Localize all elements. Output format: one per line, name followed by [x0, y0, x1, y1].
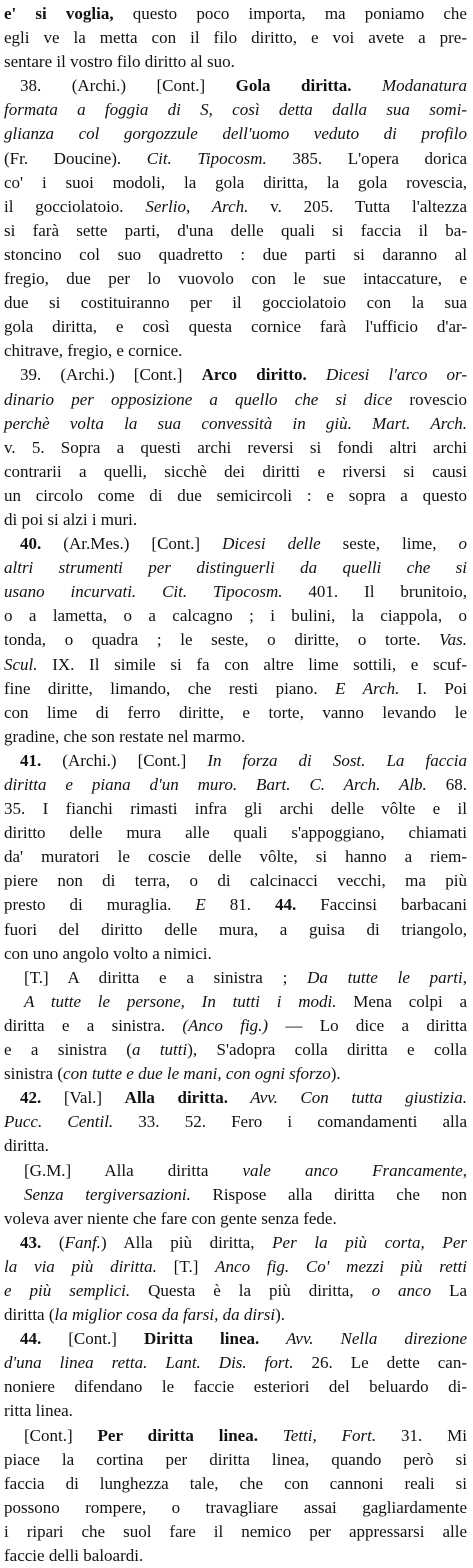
text-line: [4, 1399, 467, 1423]
text-segment: 68.: [426, 775, 467, 794]
text-line: [4, 1448, 467, 1472]
text-segment: o a lametta, o a calcagno ; i bulini, la ciappola, o: [4, 606, 467, 626]
text-segment: o: [458, 534, 468, 554]
text-line: [4, 460, 467, 484]
text-segment: la via più diritta.: [4, 1256, 157, 1276]
text-segment: [Cont.]: [24, 1425, 98, 1445]
text-line: [4, 1375, 467, 1399]
text-segment: rovescio: [392, 389, 467, 409]
text-line: [4, 1472, 467, 1496]
text-segment: In forza di Sost. La faccia: [207, 750, 468, 770]
text-line: [4, 267, 467, 291]
text-segment: IX. Il simile si fa con altre lime sottili, e scuf-: [37, 654, 467, 674]
text-line: [4, 508, 467, 532]
text-segment: diritto delle mura alle quali s'appoggiano, chiamati: [4, 823, 467, 843]
text-line: [4, 845, 467, 869]
text-segment: formata a foggia di S, così detta dalla sua somi-: [4, 100, 467, 120]
text-line: [4, 315, 467, 339]
text-line: [4, 1231, 467, 1255]
text-segment: E: [195, 895, 206, 915]
text-line: [4, 918, 467, 942]
text-segment: [Val.]: [41, 1088, 125, 1108]
text-segment: ), S'adopra colla diritta e colla: [187, 1040, 467, 1060]
text-segment: [G.M.] Alla diritta: [24, 1160, 243, 1180]
text-segment: (Archi.) [Cont.]: [41, 750, 208, 770]
text-segment: Scul.: [4, 654, 38, 674]
text-segment: piere non di terra, o di calcinacci vecchi, ma più: [4, 871, 467, 891]
text-segment: seste, lime,: [320, 534, 459, 554]
text-segment: E Arch.: [335, 678, 400, 698]
text-segment: v. 5. Sopra a questi archi reversi si fondi altri archi: [4, 437, 467, 457]
text-segment: Rispose alla diritta che non: [190, 1184, 467, 1204]
text-segment: Per la più corta, Per: [272, 1232, 467, 1252]
text-segment: faccie delli baloardi.: [4, 1546, 144, 1565]
text-segment: Cit. Tipocosm.: [146, 148, 267, 168]
text-line: [4, 628, 467, 652]
text-line: [4, 677, 467, 701]
text-line: [4, 749, 467, 773]
text-line: [4, 1062, 467, 1086]
text-segment: con lime di ferro diritte, e torte, vanno levando le: [4, 702, 467, 722]
text-segment: d'una linea retta. Lant. Dis. fort.: [4, 1353, 294, 1373]
text-line: [4, 1134, 467, 1158]
text-segment: Diritta linea.: [143, 1329, 260, 1349]
text-segment: diritta e piana d'un muro. Bart. C. Arch. Alb.: [4, 775, 427, 794]
text-segment: Per diritta linea.: [97, 1425, 258, 1445]
text-segment: questo poco importa, ma poniamo che: [113, 4, 467, 23]
text-line: [4, 412, 467, 436]
text-segment: perchè volta la sua convessità in giù. Mart. Arch.: [4, 413, 467, 433]
text-segment: Modanatura: [351, 76, 468, 96]
text-line: [4, 1086, 467, 1110]
text-segment: v. 205. Tutta l'altezza: [248, 196, 468, 216]
text-segment: Dicesi delle: [222, 534, 321, 554]
text-segment: gola diritta, e così questa cornice farà l'ufficio d'ar-: [4, 317, 467, 337]
text-segment: 40.: [20, 534, 42, 554]
text-line: [4, 1424, 467, 1448]
text-segment: 44.: [275, 895, 297, 915]
text-segment: Senza tergiversazioni.: [24, 1184, 191, 1204]
text-segment: ) Alla più diritta,: [100, 1232, 273, 1252]
text-segment: Alla diritta.: [124, 1088, 229, 1108]
text-segment: co' i suoi modoli, la gola diritta, la gola rovescia,: [4, 172, 467, 192]
text-segment: con tutte e due le mani, con ogni sforzo: [63, 1064, 331, 1084]
text-line: [4, 195, 467, 219]
text-line: [4, 1303, 467, 1327]
text-segment: 39. (Archi.) [Cont.]: [20, 365, 202, 385]
text-line: [4, 1207, 467, 1231]
text-line: [4, 773, 467, 797]
text-line: [4, 363, 467, 387]
text-segment: [Cont.]: [41, 1329, 144, 1349]
text-segment: o anco: [371, 1280, 432, 1300]
dictionary-page-text: [4, 2, 467, 1568]
text-line: [4, 74, 467, 98]
text-segment: voleva aver niente che fare con gente senza fede.: [4, 1208, 337, 1228]
text-line: [4, 339, 467, 363]
text-segment: Dicesi l'arco or-: [306, 365, 467, 385]
text-segment: due si costituiranno per il gocciolatoio con la sua: [4, 293, 467, 313]
text-line: [4, 122, 467, 146]
text-segment: faccia di lunghezza tale, che con cannoni reali si: [4, 1473, 467, 1493]
text-segment: egli ve la metta con il filo diritto, e voi avete a pre-: [4, 28, 467, 48]
text-segment: (: [41, 1232, 65, 1252]
text-line: [4, 869, 467, 893]
text-segment: 33. 52. Fero i comandamenti alla: [113, 1112, 467, 1132]
text-line: [4, 1496, 467, 1520]
text-segment: Avv. Con tutta giustizia.: [228, 1088, 467, 1108]
text-line: [4, 388, 467, 412]
text-segment: Serlio, Arch.: [145, 196, 249, 216]
text-segment: e più semplici.: [4, 1280, 131, 1300]
text-segment: 385. L'opera dorica: [266, 148, 467, 168]
text-segment: ritta linea.: [4, 1401, 73, 1421]
text-segment: stoncino col suo quadretto : due parti si daranno al: [4, 244, 467, 264]
text-segment: noniere difendano le faccie esteriori del beluardo di-: [4, 1377, 467, 1397]
text-segment: Faccinsi barbacani: [296, 895, 467, 915]
text-segment: si farà sette parti, d'una delle quali si faccia il ba-: [4, 220, 467, 240]
text-segment: Avv. Nella direzione: [259, 1329, 467, 1349]
text-line: [4, 1110, 467, 1134]
text-line: [4, 1183, 467, 1207]
text-segment: [T.]: [156, 1256, 216, 1276]
text-segment: piace la cortina per diritta linea, quando però si: [4, 1449, 467, 1469]
text-line: [4, 1279, 467, 1303]
text-segment: Pucc. Centil.: [4, 1112, 114, 1132]
text-line: [4, 701, 467, 725]
text-segment: 31. Mi: [376, 1425, 468, 1445]
text-segment: e' si voglia,: [4, 4, 114, 23]
text-segment: ).: [330, 1064, 341, 1084]
text-line: [4, 1038, 467, 1062]
text-segment: usano incurvati. Cit. Tipocosm.: [4, 582, 283, 602]
text-segment: i ripari che suol fare il nemico per appressarsi alle: [4, 1521, 467, 1541]
text-segment: Questa è la più diritta,: [130, 1280, 372, 1300]
text-segment: Arco diritto.: [201, 365, 307, 385]
text-segment: il gocciolatoio.: [4, 196, 146, 216]
text-line: [4, 556, 467, 580]
text-line: [4, 604, 467, 628]
text-line: [4, 990, 467, 1014]
text-segment: (Fr. Doucine).: [4, 148, 147, 168]
text-segment: dinario per opposizione a quello che si dice: [4, 389, 393, 409]
text-line: [4, 725, 467, 749]
text-segment: 43.: [20, 1232, 42, 1252]
text-segment: — Lo dice a diritta: [268, 1015, 467, 1035]
text-line: [4, 484, 467, 508]
text-segment: vale anco Francamente: [242, 1160, 463, 1180]
text-line: [4, 26, 467, 50]
text-segment: Mena colpi a: [336, 991, 467, 1011]
text-segment: A tutte le persone, In tutti i modi.: [24, 991, 337, 1011]
text-segment: 42.: [20, 1088, 42, 1108]
text-segment: (Anco fig.): [182, 1015, 269, 1035]
text-line: [4, 942, 467, 966]
text-segment: ).: [275, 1305, 285, 1325]
text-segment: gradine, che son restate nel marmo.: [4, 726, 246, 746]
text-segment: contrarii a quelli, sicchè dei diritti e riversi si causi: [4, 461, 467, 481]
text-segment: Fanf.: [64, 1232, 101, 1252]
text-line: [4, 1520, 467, 1544]
text-line: [4, 436, 467, 460]
text-segment: altri strumenti per distinguerli da quelli che si: [4, 558, 467, 578]
text-segment: Gola diritta.: [235, 76, 352, 96]
text-segment: 38. (Archi.) [Cont.]: [20, 76, 236, 96]
text-segment: glianza col gorgozzule dell'uomo veduto di profilo: [4, 124, 467, 144]
text-segment: fregio, due per lo vuovolo con le sue intaccature, e: [4, 269, 467, 289]
text-line: [4, 532, 467, 556]
text-line: [4, 1255, 467, 1279]
text-line: [4, 1327, 467, 1351]
text-segment: di poi si alzi i muri.: [4, 509, 138, 529]
text-segment: con uno angolo volto a nimici.: [4, 943, 212, 963]
text-line: [4, 291, 467, 315]
text-segment: [T.] A diritta e a sinistra ;: [24, 967, 308, 987]
text-segment: 44.: [20, 1329, 42, 1349]
text-line: [4, 797, 467, 821]
text-segment: La: [431, 1280, 468, 1300]
text-segment: 26. Le dette can-: [293, 1353, 467, 1373]
text-line: [4, 1351, 467, 1375]
text-line: [4, 171, 467, 195]
text-segment: diritta e a sinistra.: [4, 1015, 183, 1035]
text-segment: presto di muraglia.: [4, 895, 196, 915]
text-segment: e a sinistra (: [4, 1040, 132, 1060]
text-line: [4, 2, 467, 26]
text-segment: da' muratori le coscie delle vôlte, si hanno a riem-: [4, 847, 467, 867]
text-segment: Tetti, Fort.: [257, 1425, 377, 1445]
text-line: [4, 219, 467, 243]
text-line: [4, 580, 467, 604]
text-line: [4, 50, 467, 74]
text-segment: fine diritte, limando, che resti piano.: [4, 678, 336, 698]
text-line: [4, 966, 467, 990]
text-line: [4, 653, 467, 677]
text-segment: a tutti: [131, 1040, 188, 1060]
text-segment: un circolo come di due semicircoli : e sopra a questo: [4, 485, 467, 505]
text-segment: I. Poi: [399, 678, 468, 698]
text-line: [4, 147, 467, 171]
text-segment: Anco fig. Co' mezzi più retti: [215, 1256, 467, 1276]
text-line: [4, 243, 467, 267]
text-segment: tonda, o quadra ; le seste, o diritte, o torte.: [4, 630, 440, 650]
text-line: [4, 821, 467, 845]
text-segment: ,: [462, 1160, 467, 1180]
text-line: [4, 1544, 467, 1568]
text-segment: 81.: [205, 895, 276, 915]
text-segment: diritta.: [4, 1136, 49, 1156]
text-segment: 35. I fianchi rimasti infra gli archi delle vôlte e il: [4, 799, 467, 819]
text-segment: fuori del diritto delle mura, a guisa di triangolo,: [4, 919, 467, 939]
text-segment: sinistra (: [4, 1064, 64, 1084]
text-segment: chitrave, fregio, e cornice.: [4, 341, 183, 361]
text-segment: diritta (: [4, 1305, 55, 1325]
text-segment: Vas.: [439, 630, 467, 650]
text-segment: ,: [462, 967, 467, 987]
text-line: [4, 98, 467, 122]
text-segment: 41.: [20, 750, 42, 770]
text-line: [4, 1159, 467, 1183]
text-segment: Da tutte le parti: [307, 967, 463, 987]
text-segment: possono rompere, o travagliare assai gagliardamente: [4, 1497, 467, 1517]
text-segment: (Ar.Mes.) [Cont.]: [41, 534, 223, 554]
text-line: [4, 893, 467, 917]
text-line: [4, 1014, 467, 1038]
text-segment: 401. Il brunitoio,: [282, 582, 467, 602]
text-segment: sentare il vostro filo diritto al suo.: [4, 52, 235, 72]
text-segment: la miglior cosa da farsi, da dirsi: [54, 1305, 276, 1325]
